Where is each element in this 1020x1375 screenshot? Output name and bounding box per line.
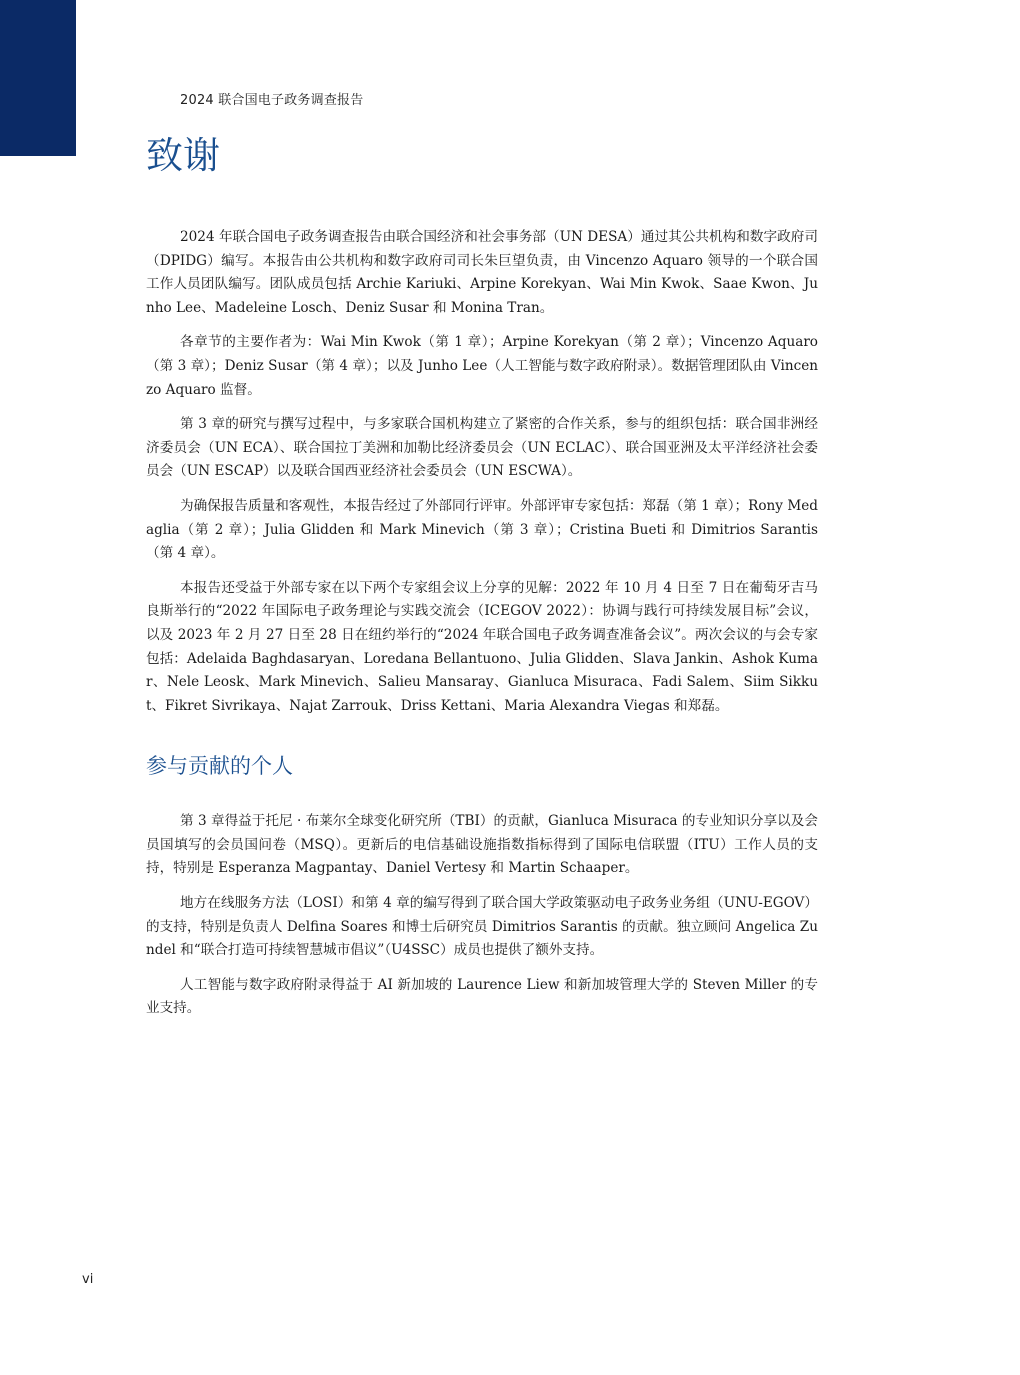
page-number: vi [82, 1272, 94, 1287]
page-title: 致谢 [146, 134, 220, 177]
contributors-paragraph: 人工智能与数字政府附录得益于 AI 新加坡的 Laurence Liew 和新加坡管理大学的 Steven Miller 的专业支持。 [146, 976, 818, 1017]
acknowledgements-paragraph: 本报告还受益于外部专家在以下两个专家组会议上分享的见解：2022 年 10 月 4 日至 7 日在葡萄牙吉马良斯举行的“2022 年国际电子政务理论与实践交流会（ICEGOV 2022）：协调与践行可持续发展目标”会议，以及 2023 年 2 月 27 日至 28 日在纽约举行的“2024 年联合国电子政务调查准备会议”。两次会议的与会专家包括：Adelaida Baghdasaryan、Loredana Bellantuono、Julia Glidden、Slava Jankin、Ashok Kumar、Nele Leosk、Mark Minevich、Salieu Mansaray、Gianluca Misuraca、Fadi Salem、Siim Sikkut、Fikret Sivrikaya、Najat Zarrouk、Driss Kettani、Maria Alexandra Viegas 和郑磊。 [146, 579, 818, 714]
contributors-paragraph: 地方在线服务方法（LOSI）和第 4 章的编写得到了联合国大学政策驱动电子政务业务组（UNU-EGOV）的支持，特别是负责人 Delfina Soares 和博士后研究员 Dimitrios Sarantis 的贡献。独立顾问 Angelica Zundel 和“联合打造可持续智慧城市倡议”（U4SSC）成员也提供了额外支持。 [146, 895, 818, 959]
acknowledgements-paragraph: 各章节的主要作者为：Wai Min Kwok（第 1 章）；Arpine Korekyan（第 2 章）；Vincenzo Aquaro（第 3 章）；Deniz Susar（第 4 章）；以及 Junho Lee（人工智能与数字政府附录）。数据管理团队由 Vincenzo Aquaro 监督。 [146, 334, 818, 398]
acknowledgements-paragraph: 第 3 章的研究与撰写过程中，与多家联合国机构建立了紧密的合作关系，参与的组织包括：联合国非洲经济委员会（UN ECA）、联合国拉丁美洲和加勒比经济委员会（UN ECLAC）、联合国亚洲及太平洋经济社会委员会（UN ESCAP）以及联合国西亚经济社会委员会（UN ESCWA）。 [146, 416, 818, 480]
acknowledgements-paragraph: 2024 年联合国电子政务调查报告由联合国经济和社会事务部（UN DESA）通过其公共机构和数字政府司（DPIDG）编写。本报告由公共机构和数字政府司司长朱巨望负责，由 Vincenzo Aquaro 领导的一个联合国工作人员团队编写。团队成员包括 Archie Kariuki、Arpine Korekyan、Wai Min Kwok、Saae Kwon、Junho Lee、Madeleine Losch、Deniz Susar 和 Monina Tran。 [146, 229, 818, 316]
running-header: 2024 联合国电子政务调查报告 [180, 93, 364, 108]
contributors-heading: 参与贡献的个人 [146, 754, 293, 779]
main-content [146, 226, 818, 1032]
contributors-paragraph: 第 3 章得益于托尼 · 布莱尔全球变化研究所（TBI）的贡献，Gianluca Misuraca 的专业知识分享以及会员国填写的会员国问卷（MSQ）。更新后的电信基础设施指数指标得到了国际电信联盟（ITU）工作人员的支持，特别是 Esperanza Magpantay、Daniel Vertesy 和 Martin Schaaper。 [146, 813, 818, 877]
acknowledgements-paragraph: 为确保报告质量和客观性，本报告经过了外部同行评审。外部评审专家包括：郑磊（第 1 章）；Rony Medaglia（第 2 章）；Julia Glidden 和 Mark Minevich（第 3 章）；Cristina Bueti 和 Dimitrios Sarantis（第 4 章）。 [146, 497, 818, 562]
corner-color-block [0, 0, 76, 156]
